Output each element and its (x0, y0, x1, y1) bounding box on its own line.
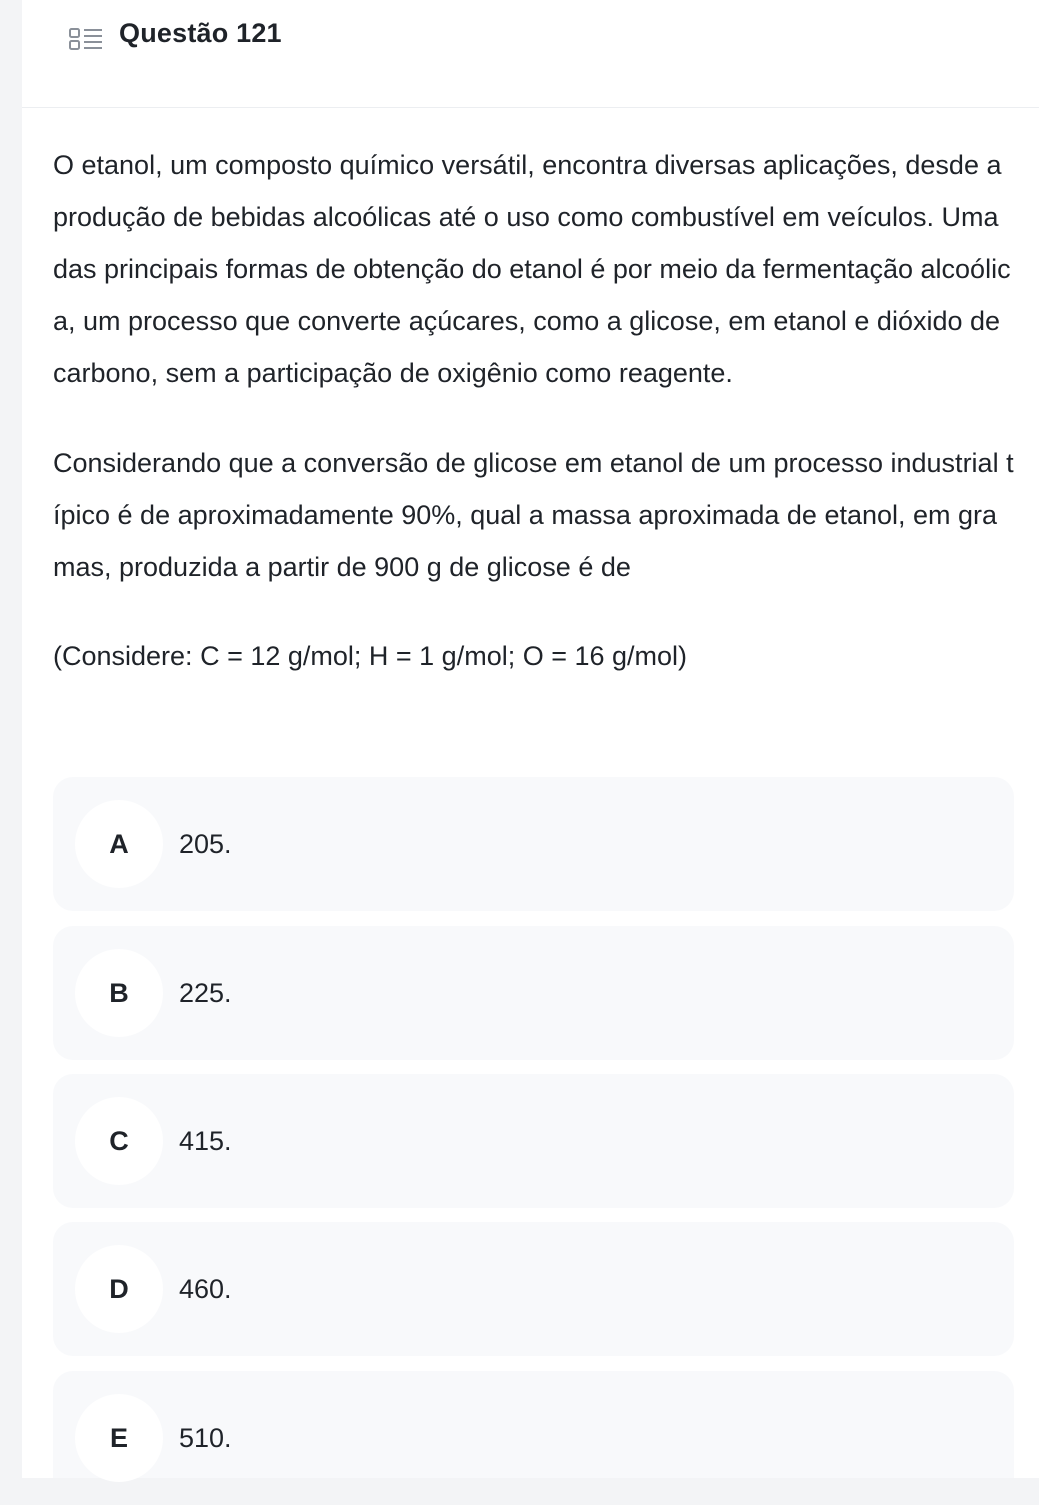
option-text: 460. (179, 1273, 232, 1304)
option-text: 225. (179, 977, 232, 1008)
option-letter: E (75, 1394, 163, 1482)
question-header (22, 0, 1039, 108)
question-title: Questão 121 (119, 18, 282, 48)
question-statement (53, 139, 1019, 682)
option-e[interactable] (53, 1371, 1014, 1478)
list-icon (69, 28, 103, 50)
option-text: 415. (179, 1125, 232, 1156)
option-text: 205. (179, 828, 232, 859)
option-letter: C (75, 1097, 163, 1185)
option-b[interactable] (53, 926, 1014, 1060)
option-letter: D (75, 1245, 163, 1333)
option-d[interactable] (53, 1222, 1014, 1356)
option-c[interactable] (53, 1074, 1014, 1208)
option-text: 510. (179, 1422, 232, 1453)
statement-paragraph-command: Considerando que a conversão de glicose em etanol de um processo industrial típico é de aproximadamente 90%, qual a massa aproximada de etanol, em gramas, produzida a partir de 900 g de glicose é de (53, 448, 1014, 582)
statement-paragraph-context: O etanol, um composto químico versátil, encontra diversas aplicações, desde a produção de bebidas alcoólicas até o uso como combustível em veículos. Uma das principais formas de obtenção do etanol é por meio da fermentação alcoólica, um processo que converte açúcares, como a glicose, em etanol e dióxido de carbono, sem a participação de oxigênio como reagente. (53, 150, 1011, 388)
option-a[interactable] (53, 777, 1014, 911)
question-page (22, 0, 1039, 1478)
option-letter: B (75, 949, 163, 1037)
statement-paragraph-data: (Considere: C = 12 g/mol; H = 1 g/mol; O = 16 g/mol) (53, 641, 688, 671)
option-letter: A (75, 800, 163, 888)
